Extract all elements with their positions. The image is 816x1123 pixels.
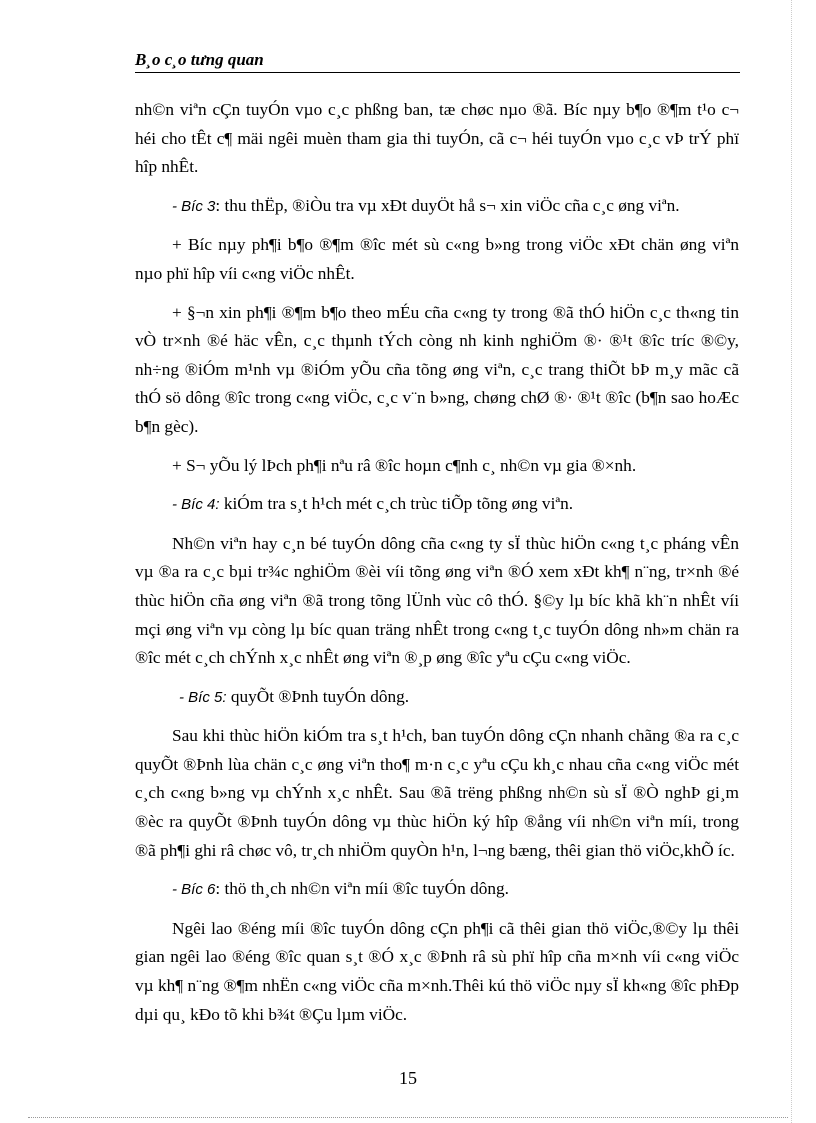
paragraph: Sau khi thùc hiÖn kiÓm tra s¸t h¹ch, ban tuyÓn dông cÇn nhanh chãng ®a ra c¸c quyÕt ®Þnh lùa chän c¸c øng viªn tho¶ m·n c¸c yªu cÇu kh¸c nhau cña c«ng viÖc mét c¸ch c«ng b»ng vµ chÝnh x¸c nhÊt. Sau ®ã trëng phßng nh©n sù sÏ ®Ò nghÞ gi¸m ®èc ra quyÕt ®Þnh tuyÓn dông vµ thùc hiÖn ký hîp ®ång víi nh©n viªn míi, trong ®ã ph¶i ghi râ chøc vô, tr¸ch nhiÖm quyÒn h¹n, l¬ng bæng, thêi gian thö viÖc,khÕ íc. — [135, 726, 739, 860]
step-label: - Bíc 3 — [172, 197, 216, 215]
page-border-bottom — [28, 1117, 788, 1118]
paragraph: + Bíc nµy ph¶i b¶o ®¶m ®îc mét sù c«ng b»ng trong viÖc xÐt chän øng viªn nµo phï hîp víi c«ng viÖc nhÊt. — [135, 235, 739, 283]
paragraph: + §¬n xin ph¶i ®¶m b¶o theo mÉu cña c«ng ty trong ®ã thÓ hiÖn c¸c th«ng tin vÒ tr×nh ®é häc vÊn, c¸c thµnh tÝch còng nh kinh nghiÖm ®· ®¹t ®îc tríc ®©y, nh÷ng ®iÓm m¹nh vµ ®iÓm yÕu cña tõng øng viªn, c¸c trang thiÕt bÞ m¸y mãc cã thÓ sö dông ®îc trong c«ng viÖc, c¸c v¨n b»ng, chøng chØ ®· ®¹t ®îc (b¶n sao hoÆc b¶n gèc). — [135, 302, 739, 436]
step-4-paragraph — [135, 490, 739, 520]
body-text — [135, 96, 739, 1039]
paragraph: Ngêi lao ®éng míi ®îc tuyÓn dông cÇn ph¶i cã thêi gian thö viÖc,®©y lµ thêi gian ngêi lao ®éng ®îc quan s¸t ®Ó x¸c ®Þnh râ sù phï hîp cña m×nh víi c«ng viÖc vµ kh¶ n¨ng ®¶m nhËn c«ng viÖc cña m×nh.Thêi kú thö viÖc nµy sÏ kh«ng ®îc phÐp dµi qu¸ kÐo tõ khi b¾t ®Çu lµm viÖc. — [135, 918, 739, 1024]
step-text: quyÕt ®Þnh tuyÓn dông. — [226, 686, 410, 706]
step-label: - Bíc 4: — [172, 496, 220, 514]
step-text: : thu thËp, ®iÒu tra vµ xÐt duyÖt hå s¬ xin viÖc cña c¸c øng viªn. — [215, 195, 680, 215]
step-label: - Bíc 5: — [179, 688, 227, 706]
header-title: B¸o c¸o tưng quan — [135, 50, 264, 69]
page-header — [135, 50, 740, 73]
paragraph: Nh©n viªn hay c¸n bé tuyÓn dông cña c«ng ty sÏ thùc hiÖn c«ng t¸c pháng vÊn vµ ®a ra c¸c bµi tr¾c nghiÖm ®èi víi tõng øng viªn ®Ó xem xÐt kh¶ n¨ng, tr×nh ®é thùc hiÖn cña øng viªn ®ã trong tõng lÜnh vùc cô thÓ. §©y lµ bíc khã kh¨n nhÊt víi mçi øng viªn vµ còng lµ bíc quan träng nhÊt trong c«ng t¸c tuyÓn dông nh»m chän ra ®îc mét c¸ch chÝnh x¸c nhÊt øng viªn ®¸p øng ®îc yªu cÇu c«ng viÖc. — [135, 533, 739, 668]
paragraph: + S¬ yÕu lý lÞch ph¶i nªu râ ®îc hoµn c¶nh c¸ nh©n vµ gia ®×nh. — [172, 455, 637, 475]
step-6-paragraph — [135, 875, 739, 905]
page-border-right — [791, 0, 792, 1123]
step-3-paragraph — [135, 192, 739, 222]
step-label: - Bíc 6 — [172, 881, 216, 899]
page-number: 15 — [399, 1068, 417, 1088]
paragraph: nh©n viªn cÇn tuyÓn vµo c¸c phßng ban, tæ chøc nµo ®ã. Bíc nµy b¶o ®¶m t¹o c¬ héi cho tÊt c¶ mäi ngêi muèn tham gia thi tuyÓn, cã c¬ héi tuyÓn vµo c¸c vÞ trÝ phï hîp nhÊt. — [135, 100, 739, 177]
step-text: : thö th¸ch nh©n viªn míi ®îc tuyÓn dông. — [215, 879, 509, 899]
step-text: kiÓm tra s¸t h¹ch mét c¸ch trùc tiÕp tõng øng viªn. — [219, 494, 574, 514]
header-rule — [135, 72, 740, 73]
step-5-paragraph — [135, 683, 739, 713]
